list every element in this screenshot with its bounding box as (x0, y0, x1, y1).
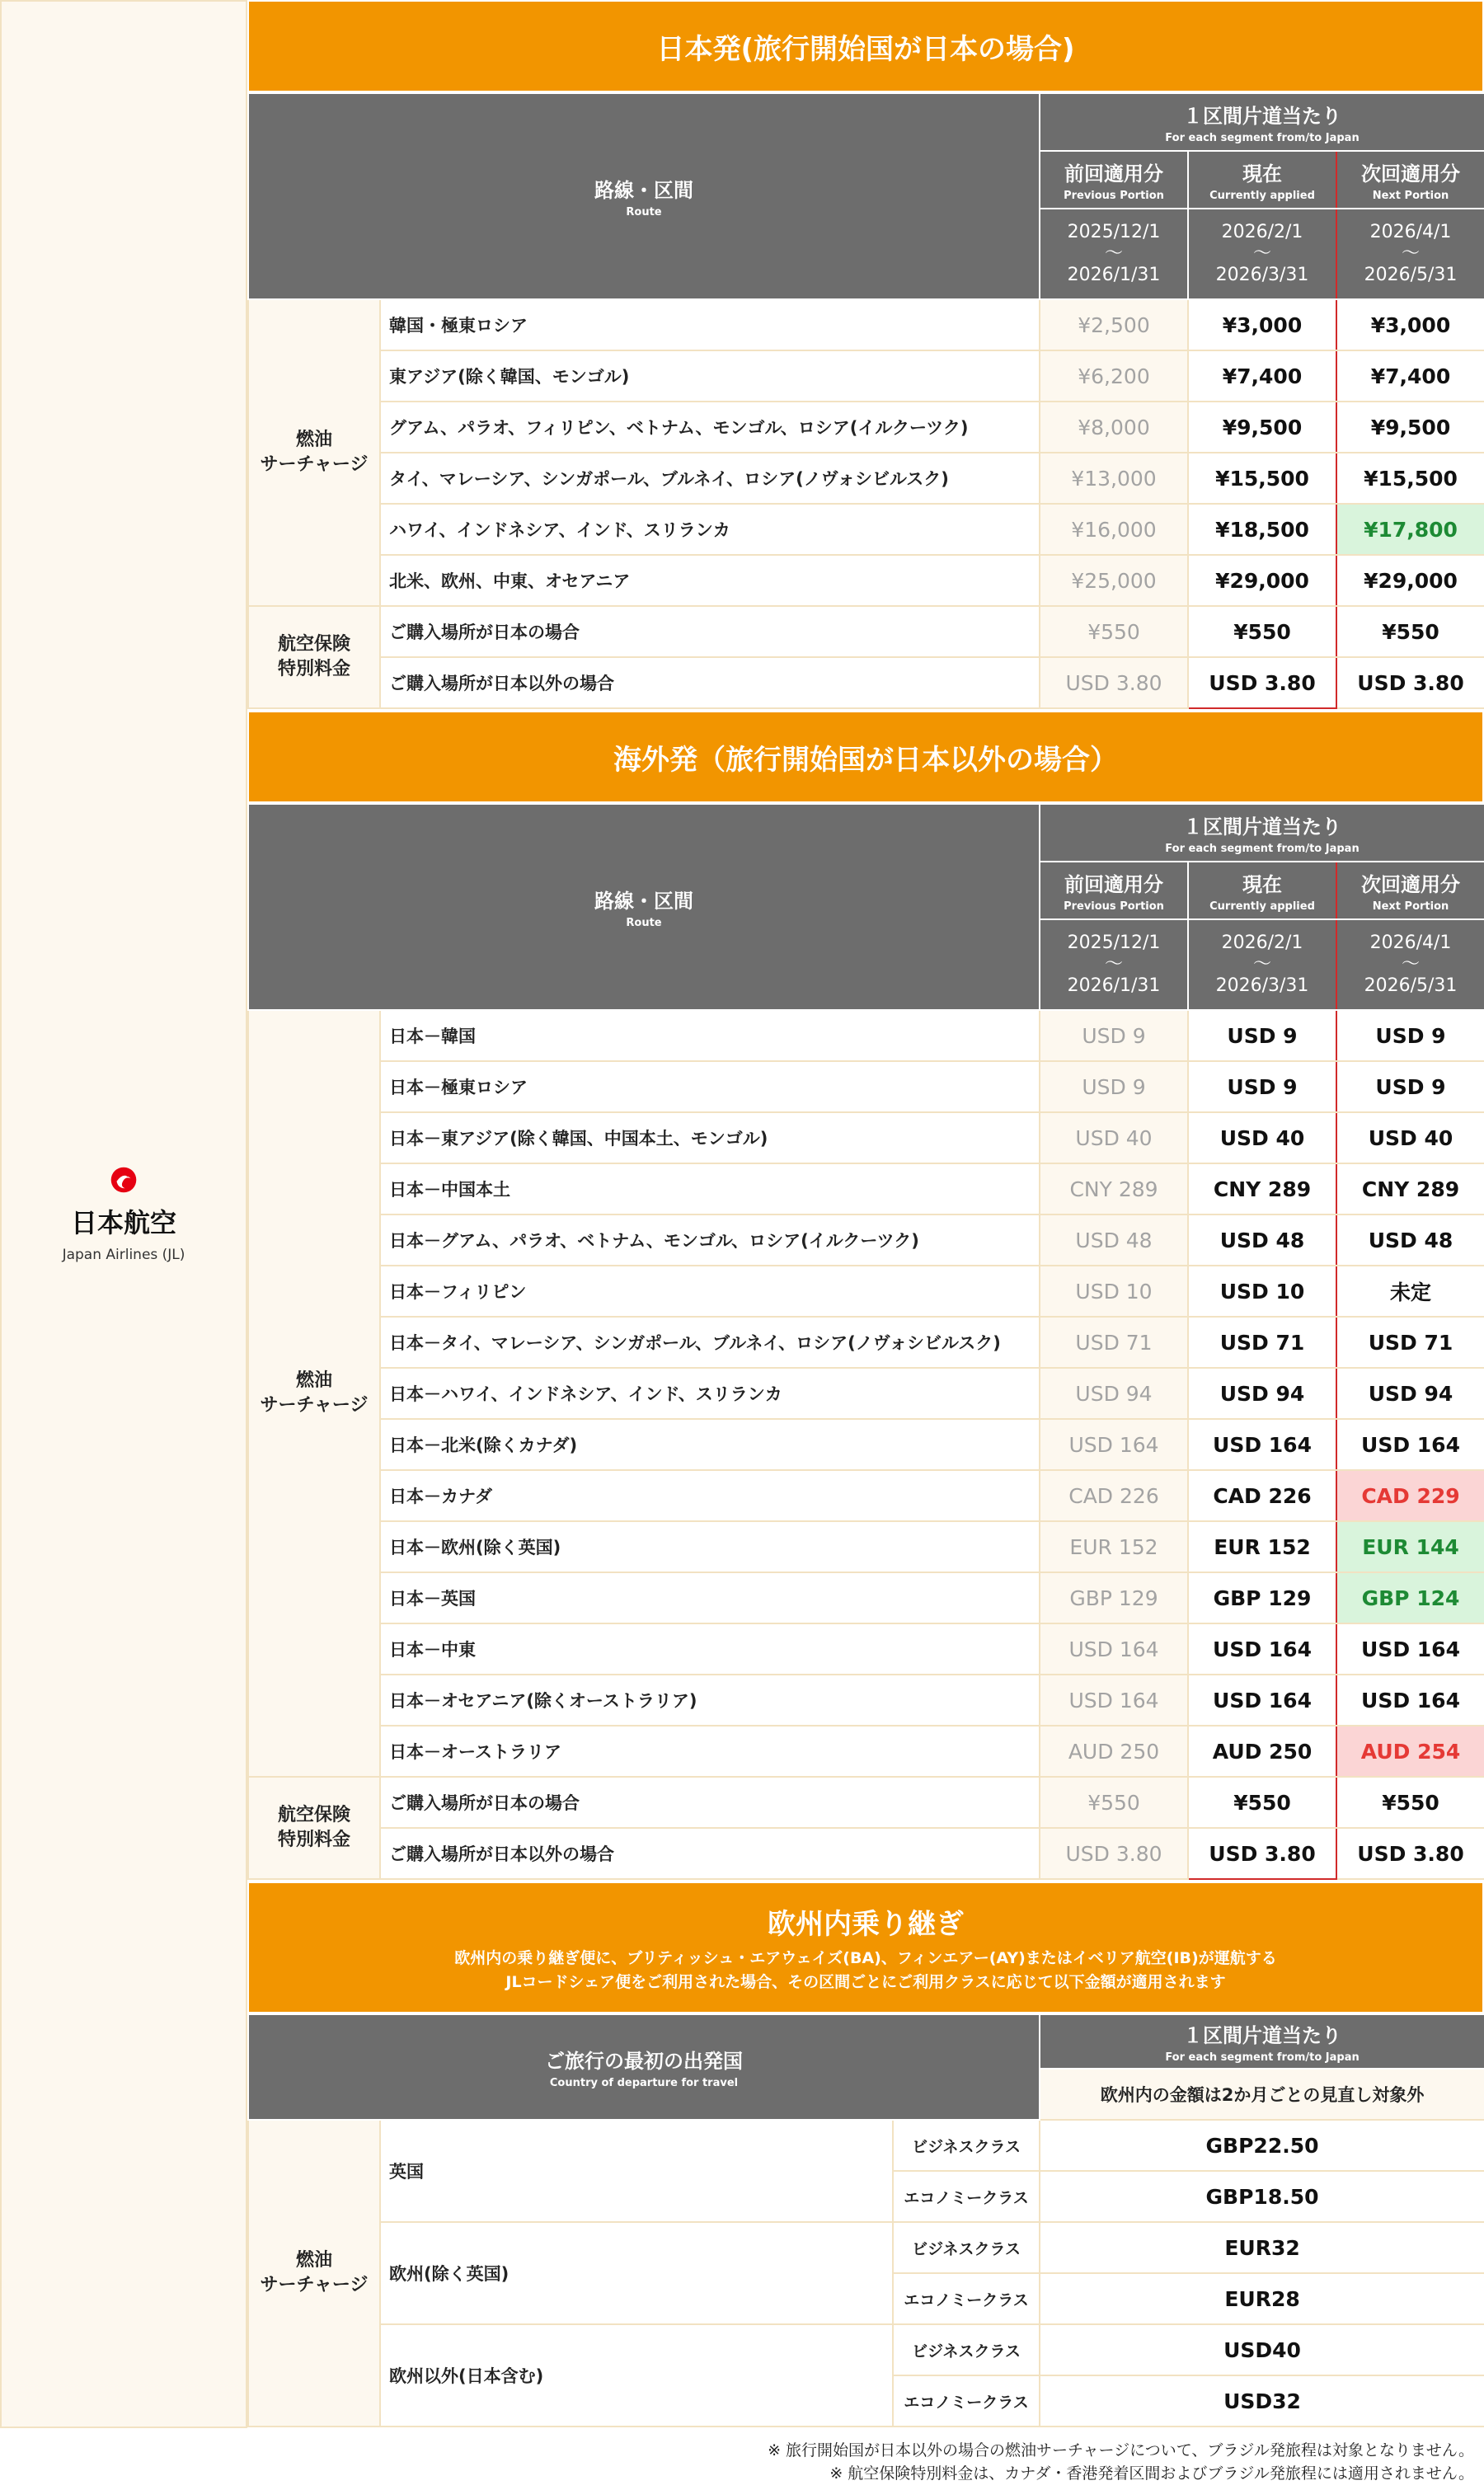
current-value: ¥550 (1188, 1777, 1336, 1828)
japan-departure-section (247, 0, 1484, 709)
current-value: USD 40 (1188, 1112, 1336, 1163)
route-cell: 日本－極東ロシア (380, 1061, 1040, 1112)
review-note: 欧州内の金額は2か月ごとの見直し対象外 (1040, 2069, 1484, 2120)
table-row (248, 1623, 1484, 1675)
class-cell: ビジネスクラス (893, 2324, 1040, 2375)
current-header: 現在 Currently applied (1188, 151, 1336, 209)
previous-value: ¥550 (1040, 1777, 1188, 1828)
category-line: 航空保険 (277, 634, 350, 655)
surcharge-value: EUR28 (1040, 2273, 1484, 2324)
airline-column (0, 0, 247, 2428)
current-value: ¥18,500 (1188, 504, 1336, 555)
prev-header: 前回適用分 Previous Portion (1040, 151, 1188, 209)
next-value: AUD 254 (1336, 1726, 1484, 1777)
table-row (248, 1419, 1484, 1470)
insurance-fee-label (248, 1777, 380, 1879)
current-value: USD 3.80 (1188, 657, 1336, 708)
current-value: GBP 129 (1188, 1572, 1336, 1623)
previous-value: ¥550 (1040, 606, 1188, 657)
next-value: USD 164 (1336, 1675, 1484, 1726)
section-title: 日本発(旅行開始国が日本の場合) (656, 32, 1075, 66)
current-value: ¥15,500 (1188, 453, 1336, 504)
category-line: 特別料金 (277, 659, 350, 679)
route-cell: 日本－北米(除くカナダ) (380, 1419, 1040, 1470)
next-value: ¥550 (1336, 606, 1484, 657)
category-line: サーチャージ (260, 1395, 369, 1416)
table-row (248, 606, 1484, 657)
next-value: ¥15,500 (1336, 453, 1484, 504)
route-cell: 日本－中東 (380, 1623, 1040, 1675)
next-header: 次回適用分 Next Portion (1336, 862, 1484, 919)
footnote: ※ 航空保険特別料金は、カナダ・香港発着区間およびブラジル発旅程には適用されません。 (829, 2464, 1474, 2483)
per-segment-header: １区間片道当たり For each segment from/to Japan (1040, 2014, 1484, 2069)
route-cell: 東アジア(除く韓国、モンゴル) (380, 350, 1040, 402)
previous-value: ¥16,000 (1040, 504, 1188, 555)
next-period: 2026/4/1 〜 2026/5/31 (1336, 209, 1484, 299)
next-value: CAD 229 (1336, 1470, 1484, 1521)
next-value: GBP 124 (1336, 1572, 1484, 1623)
table-row (248, 1112, 1484, 1163)
table-row (248, 402, 1484, 453)
class-cell: エコノミークラス (893, 2375, 1040, 2427)
current-value: ¥29,000 (1188, 555, 1336, 606)
category-line: 燃油 (295, 430, 332, 450)
current-value: USD 94 (1188, 1368, 1336, 1419)
category-line: 航空保険 (277, 1805, 350, 1825)
per-segment-header: １区間片道当たり For each segment from/to Japan (1040, 93, 1484, 151)
next-value: USD 9 (1336, 1010, 1484, 1061)
table-row (248, 299, 1484, 350)
prev-period: 2025/12/1 〜 2026/1/31 (1040, 209, 1188, 299)
route-cell: 日本－中国本土 (380, 1163, 1040, 1214)
next-value: ¥29,000 (1336, 555, 1484, 606)
current-value: AUD 250 (1188, 1726, 1336, 1777)
category-line: サーチャージ (260, 454, 369, 475)
route-cell: ご購入場所が日本の場合 (380, 1777, 1040, 1828)
next-value: USD 3.80 (1336, 657, 1484, 708)
previous-value: USD 164 (1040, 1675, 1188, 1726)
surcharge-value: GBP18.50 (1040, 2171, 1484, 2222)
previous-value: USD 164 (1040, 1419, 1188, 1470)
previous-value: USD 40 (1040, 1112, 1188, 1163)
next-value: ¥7,400 (1336, 350, 1484, 402)
route-cell: ご購入場所が日本以外の場合 (380, 657, 1040, 708)
table-row (248, 1368, 1484, 1419)
airline-name-en: Japan Airlines (JL) (62, 1246, 186, 1263)
current-value: EUR 152 (1188, 1521, 1336, 1572)
current-value: CNY 289 (1188, 1163, 1336, 1214)
class-cell: ビジネスクラス (893, 2222, 1040, 2273)
route-cell: 日本－グアム、パラオ、ベトナム、モンゴル、ロシア(イルクーツク) (380, 1214, 1040, 1266)
table-row (248, 350, 1484, 402)
next-value: EUR 144 (1336, 1521, 1484, 1572)
previous-value: ¥13,000 (1040, 453, 1188, 504)
previous-value: GBP 129 (1040, 1572, 1188, 1623)
insurance-fee-label (248, 606, 380, 708)
section-desc-2: JLコードシェア便をご利用された場合、その区間ごとにご利用クラスに応じて以下金額が適用されます (505, 1972, 1226, 1991)
current-header: 現在 Currently applied (1188, 862, 1336, 919)
next-value: USD 71 (1336, 1317, 1484, 1368)
table-row (248, 1726, 1484, 1777)
next-value: ¥3,000 (1336, 299, 1484, 350)
table-row (248, 1470, 1484, 1521)
route-cell: 日本－英国 (380, 1572, 1040, 1623)
origin-cell: 英国 (380, 2120, 893, 2222)
route-cell: 日本－オーストラリア (380, 1726, 1040, 1777)
fuel-surcharge-label (248, 1010, 380, 1777)
current-value: USD 9 (1188, 1061, 1336, 1112)
table-row (248, 2324, 1484, 2375)
next-value: ¥17,800 (1336, 504, 1484, 555)
current-value: USD 71 (1188, 1317, 1336, 1368)
next-value: USD 164 (1336, 1623, 1484, 1675)
route-header: 路線・区間 Route (248, 93, 1040, 299)
previous-value: USD 164 (1040, 1623, 1188, 1675)
previous-value: USD 48 (1040, 1214, 1188, 1266)
europe-connection-section (247, 1882, 1484, 2427)
table-row (248, 555, 1484, 606)
next-value: USD 40 (1336, 1112, 1484, 1163)
current-value: ¥550 (1188, 606, 1336, 657)
current-value: USD 10 (1188, 1266, 1336, 1317)
surcharge-value: USD32 (1040, 2375, 1484, 2427)
current-value: USD 164 (1188, 1675, 1336, 1726)
overseas-departure-table (247, 803, 1484, 1880)
table-row (248, 1828, 1484, 1879)
airline-name: 日本航空 (70, 1206, 176, 1238)
per-segment-header: １区間片道当たり For each segment from/to Japan (1040, 804, 1484, 862)
route-header: 路線・区間 Route (248, 804, 1040, 1010)
japan-departure-banner (247, 0, 1484, 92)
section-desc-1: 欧州内の乗り継ぎ便に、ブリティッシュ・エアウェイズ(BA)、フィンエアー(AY)またはイベリア航空(IB)が運航する (454, 1948, 1277, 1967)
table-row (248, 1572, 1484, 1623)
table-row (248, 1675, 1484, 1726)
table-row (248, 2120, 1484, 2171)
route-cell: 日本－欧州(除く英国) (380, 1521, 1040, 1572)
route-cell: 北米、欧州、中東、オセアニア (380, 555, 1040, 606)
next-value: USD 48 (1336, 1214, 1484, 1266)
previous-value: USD 3.80 (1040, 1828, 1188, 1879)
table-row (248, 1061, 1484, 1112)
current-period: 2026/2/1 〜 2026/3/31 (1188, 919, 1336, 1010)
origin-header: ご旅行の最初の出発国 Country of departure for travel (248, 2014, 1040, 2120)
europe-connection-table (247, 2013, 1484, 2427)
prev-header: 前回適用分 Previous Portion (1040, 862, 1188, 919)
next-period: 2026/4/1 〜 2026/5/31 (1336, 919, 1484, 1010)
route-cell: ご購入場所が日本以外の場合 (380, 1828, 1040, 1879)
next-value: USD 3.80 (1336, 1828, 1484, 1879)
current-value: USD 48 (1188, 1214, 1336, 1266)
table-row (248, 453, 1484, 504)
table-row (248, 1777, 1484, 1828)
current-value: ¥7,400 (1188, 350, 1336, 402)
table-row (248, 1163, 1484, 1214)
route-cell: 日本－ハワイ、インドネシア、インド、スリランカ (380, 1368, 1040, 1419)
previous-value: USD 9 (1040, 1010, 1188, 1061)
table-row (248, 657, 1484, 708)
route-cell: 日本－タイ、マレーシア、シンガポール、ブルネイ、ロシア(ノヴォシビルスク) (380, 1317, 1040, 1368)
current-period: 2026/2/1 〜 2026/3/31 (1188, 209, 1336, 299)
route-cell: 日本－韓国 (380, 1010, 1040, 1061)
category-line: 燃油 (295, 1370, 332, 1391)
category-line: 特別料金 (277, 1830, 350, 1850)
previous-value: CNY 289 (1040, 1163, 1188, 1214)
category-line: 燃油 (295, 2250, 332, 2271)
route-cell: ご購入場所が日本の場合 (380, 606, 1040, 657)
next-value: CNY 289 (1336, 1163, 1484, 1214)
japan-departure-table (247, 92, 1484, 709)
previous-value: USD 94 (1040, 1368, 1188, 1419)
current-value: USD 9 (1188, 1010, 1336, 1061)
footnotes (768, 2439, 1474, 2485)
route-cell: 日本－カナダ (380, 1470, 1040, 1521)
class-cell: エコノミークラス (893, 2273, 1040, 2324)
fuel-surcharge-label (248, 2120, 380, 2427)
current-value: ¥9,500 (1188, 402, 1336, 453)
previous-value: ¥6,200 (1040, 350, 1188, 402)
next-value: ¥550 (1336, 1777, 1484, 1828)
next-value: USD 9 (1336, 1061, 1484, 1112)
surcharge-value: EUR32 (1040, 2222, 1484, 2273)
table-row (248, 2222, 1484, 2273)
previous-value: USD 10 (1040, 1266, 1188, 1317)
next-value: USD 164 (1336, 1419, 1484, 1470)
previous-value: CAD 226 (1040, 1470, 1188, 1521)
category-line: サーチャージ (260, 2275, 369, 2295)
surcharge-value: USD40 (1040, 2324, 1484, 2375)
previous-value: ¥25,000 (1040, 555, 1188, 606)
table-row (248, 1266, 1484, 1317)
route-cell: 韓国・極東ロシア (380, 299, 1040, 350)
route-cell: ハワイ、インドネシア、インド、スリランカ (380, 504, 1040, 555)
overseas-departure-section (247, 711, 1484, 1880)
table-row (248, 1214, 1484, 1266)
current-value: ¥3,000 (1188, 299, 1336, 350)
origin-cell: 欧州(除く英国) (380, 2222, 893, 2324)
current-value: USD 164 (1188, 1623, 1336, 1675)
next-value: USD 94 (1336, 1368, 1484, 1419)
current-value: USD 3.80 (1188, 1828, 1336, 1879)
previous-value: USD 9 (1040, 1061, 1188, 1112)
table-row (248, 1521, 1484, 1572)
jal-crane-logo-icon (110, 1166, 138, 1194)
section-title: 海外発（旅行開始国が日本以外の場合） (613, 743, 1118, 777)
previous-value: ¥8,000 (1040, 402, 1188, 453)
table-row (248, 1010, 1484, 1061)
fuel-surcharge-label (248, 299, 380, 606)
next-value: 未定 (1336, 1266, 1484, 1317)
origin-cell: 欧州以外(日本含む) (380, 2324, 893, 2427)
table-row (248, 504, 1484, 555)
current-value: USD 164 (1188, 1419, 1336, 1470)
previous-value: USD 3.80 (1040, 657, 1188, 708)
route-cell: 日本－東アジア(除く韓国、中国本土、モンゴル) (380, 1112, 1040, 1163)
previous-value: ¥2,500 (1040, 299, 1188, 350)
previous-value: USD 71 (1040, 1317, 1188, 1368)
route-cell: 日本－オセアニア(除くオーストラリア) (380, 1675, 1040, 1726)
current-value: CAD 226 (1188, 1470, 1336, 1521)
route-cell: タイ、マレーシア、シンガポール、ブルネイ、ロシア(ノヴォシビルスク) (380, 453, 1040, 504)
route-cell: グアム、パラオ、フィリピン、ベトナム、モンゴル、ロシア(イルクーツク) (380, 402, 1040, 453)
previous-value: EUR 152 (1040, 1521, 1188, 1572)
europe-connection-banner (247, 1882, 1484, 2013)
footnote: ※ 旅行開始国が日本以外の場合の燃油サーチャージについて、ブラジル発旅程は対象となりません。 (768, 2441, 1474, 2459)
route-cell: 日本－フィリピン (380, 1266, 1040, 1317)
class-cell: ビジネスクラス (893, 2120, 1040, 2171)
previous-value: AUD 250 (1040, 1726, 1188, 1777)
prev-period: 2025/12/1 〜 2026/1/31 (1040, 919, 1188, 1010)
next-value: ¥9,500 (1336, 402, 1484, 453)
section-title: 欧州内乗り継ぎ (768, 1907, 964, 1941)
class-cell: エコノミークラス (893, 2171, 1040, 2222)
overseas-departure-banner (247, 711, 1484, 803)
table-row (248, 1317, 1484, 1368)
surcharge-value: GBP22.50 (1040, 2120, 1484, 2171)
next-header: 次回適用分 Next Portion (1336, 151, 1484, 209)
